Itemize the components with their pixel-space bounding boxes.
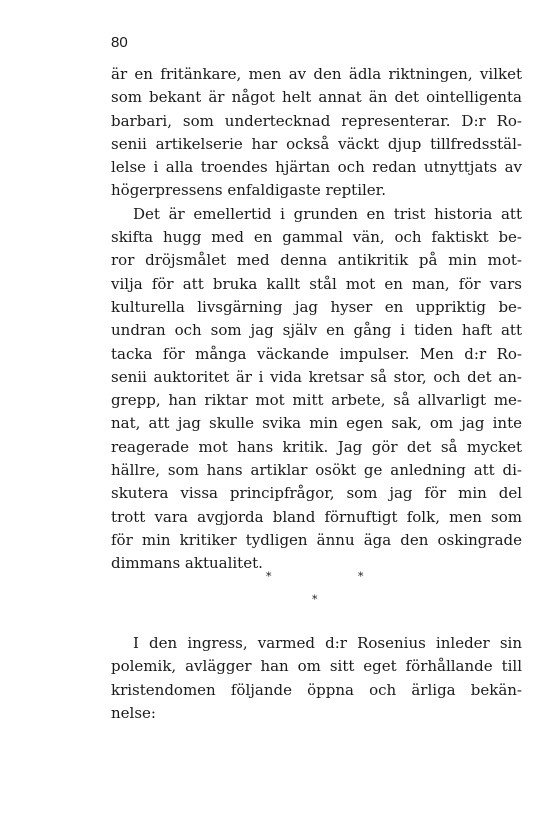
text-line: skutera vissa principfrågor, som jag för min del <box>111 484 522 503</box>
text-block-2 <box>111 632 522 725</box>
section-break-star: * <box>358 570 364 583</box>
text-line: dimmans aktualitet. <box>111 554 263 573</box>
text-line: trott vara avgjorda bland förnuftigt folk, men som <box>111 507 522 526</box>
text-line: ror dröjsmålet med denna antikritik på min mot- <box>111 251 522 270</box>
text-line: tacka för många väckande impulser. Men d:r Ro- <box>111 344 522 363</box>
text-line: för min kritiker tydligen ännu äga den oskingrade <box>111 530 522 549</box>
text-line: Det är emellertid i grunden en trist historia att <box>133 204 522 223</box>
text-line: hällre, som hans artiklar osökt ge anledning att di- <box>111 461 522 480</box>
text-line: kristendomen följande öppna och ärliga bekän- <box>111 680 522 699</box>
text-line: som bekant är något helt annat än det ointelligenta <box>111 88 522 107</box>
text-line: nat, att jag skulle svika min egen sak, om jag inte <box>111 414 522 433</box>
text-line: barbari, som undertecknad representerar. D:r Ro- <box>111 111 522 130</box>
text-line: undran och som jag själv en gång i tiden haft att <box>111 321 522 340</box>
page-number: 80 <box>111 34 128 51</box>
text-line: kulturella livsgärning jag hyser en uppriktig be- <box>111 297 522 316</box>
section-break-star: * <box>312 593 318 606</box>
text-line: högerpressens enfaldigaste reptiler. <box>111 181 386 200</box>
text-line: senii artikelserie har också väckt djup tillfredsstäl- <box>111 134 522 153</box>
text-line: vilja för att bruka kallt stål mot en man, för vars <box>111 274 522 293</box>
text-line: är en fritänkare, men av den ädla riktningen, vilket <box>111 65 522 83</box>
text-line: skifta hugg med en gammal vän, och faktiskt be- <box>111 228 522 247</box>
text-line: reagerade mot hans kritik. Jag gör det så mycket <box>111 437 522 456</box>
text-line: nelse: <box>111 703 156 722</box>
text-line: polemik, avlägger han om sitt eget förhållande till <box>111 657 522 676</box>
section-break-star: * <box>266 570 272 583</box>
text-line: lelse i alla troendes hjärtan och redan utnyttjats av <box>111 158 522 177</box>
text-block-1 <box>111 63 522 576</box>
text-line: I den ingress, varmed d:r Rosenius inleder sin <box>133 634 522 652</box>
text-line: senii auktoritet är i vida kretsar så stor, och det an- <box>111 367 522 386</box>
text-line: grepp, han riktar mot mitt arbete, så allvarligt me- <box>111 391 522 410</box>
